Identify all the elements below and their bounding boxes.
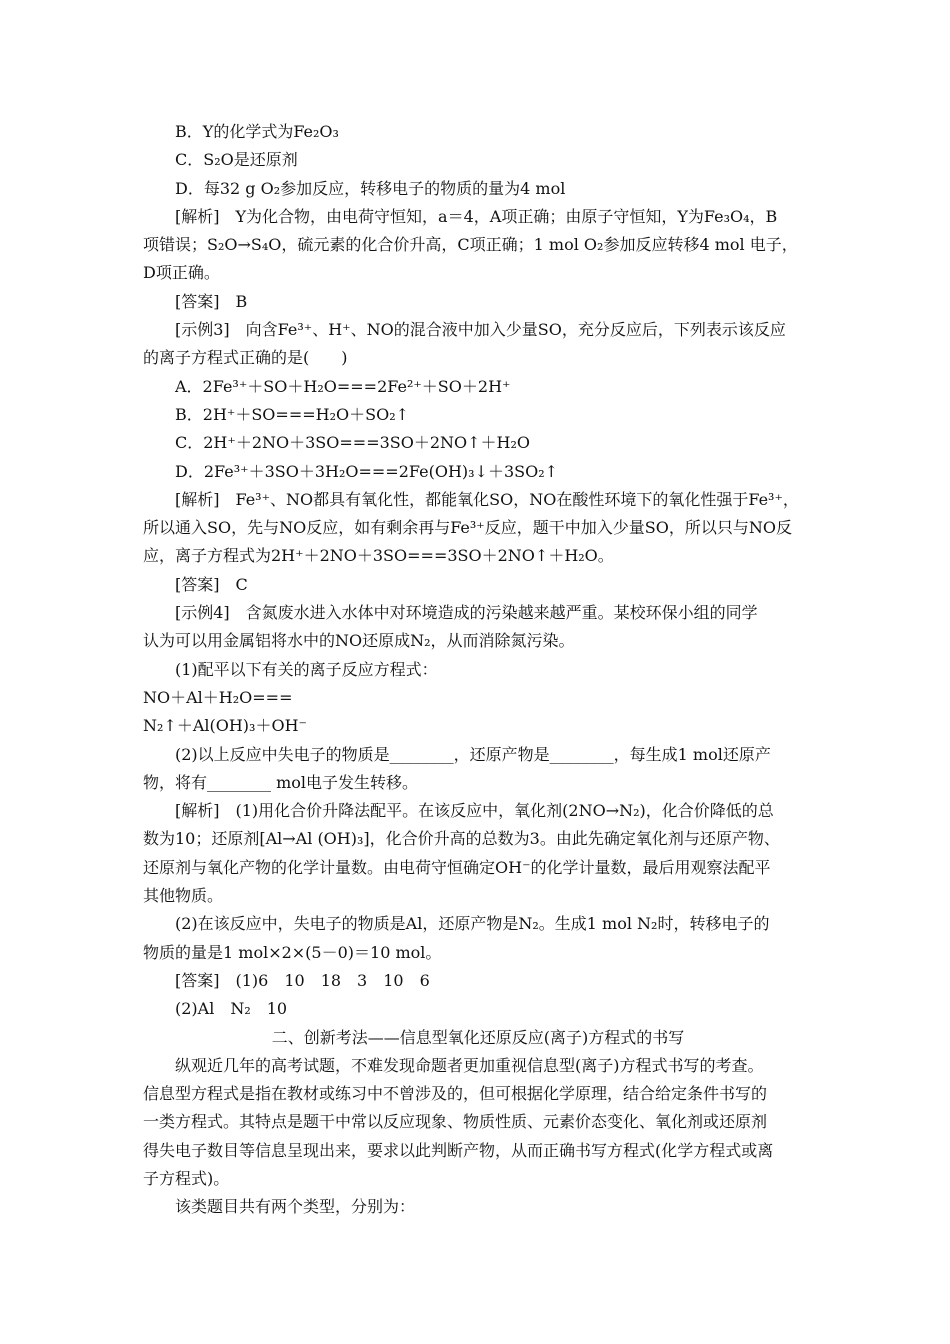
text-line: 的离子方程式正确的是( ) xyxy=(143,348,348,368)
text-line: 认为可以用金属铝将水中的NO还原成N₂，从而消除氮污染。 xyxy=(143,631,575,651)
text-line: NO＋Al＋H₂O=== xyxy=(143,687,293,707)
text-line: [解析] Fe³⁺、NO都具有氧化性，都能氧化SO，NO在酸性环境下的氧化性强于Fe³⁺， xyxy=(175,489,799,509)
text-line: 还原剂与氧化产物的化学计量数。由电荷守恒确定OH⁻的化学计量数，最后用观察法配平 xyxy=(143,857,771,877)
text-line: 数为10；还原剂[Al→Al (OH)₃]，化合价升高的总数为3。由此先确定氧化剂与还原产物、 xyxy=(143,829,780,849)
text-line: [解析] Y为化合物，由电荷守恒知，a＝4，A项正确；由原子守恒知，Y为Fe₃O₄，B xyxy=(175,206,778,226)
text-line: (2)Al N₂ 10 xyxy=(175,999,288,1019)
text-line: D项正确。 xyxy=(143,263,220,283)
text-line: C．2H⁺＋2NO＋3SO===3SO＋2NO↑＋H₂O xyxy=(175,433,531,453)
text-line: 该类题目共有两个类型，分别为： xyxy=(175,1197,416,1217)
text-line: 子方程式)。 xyxy=(143,1168,230,1188)
text-line: 物质的量是1 mol×2×(5－0)＝10 mol。 xyxy=(143,942,442,962)
text-line: (2)在该反应中，失电子的物质是Al，还原产物是N₂。生成1 mol N₂时，转移电子的 xyxy=(175,914,770,934)
text-line: [答案] (1)6 10 18 3 10 6 xyxy=(175,970,430,990)
text-line: 项错误；S₂O→S₄O，硫元素的化合价升高，C项正确；1 mol O₂参加反应转移4 mol 电子， xyxy=(143,235,798,255)
section-heading: 二、创新考法——信息型氧化还原反应(离子)方程式的书写 xyxy=(271,1027,685,1047)
text-line: (2)以上反应中失电子的物质是________，还原产物是________，每生成1 mol还原产 xyxy=(175,744,771,764)
text-line: N₂↑＋Al(OH)₃＋OH⁻ xyxy=(143,716,307,736)
text-line: [示例3] 向含Fe³⁺、H⁺、NO的混合液中加入少量SO，充分反应后，下列表示该反应 xyxy=(175,320,786,340)
text-line: 物，将有________ mol电子发生转移。 xyxy=(143,772,419,792)
text-line: D．2Fe³⁺＋3SO＋3H₂O===2Fe(OH)₃↓＋3SO₂↑ xyxy=(175,461,559,481)
text-line: C．S₂O是还原剂 xyxy=(175,150,298,170)
document-body xyxy=(143,118,813,1222)
text-line: 应，离子方程式为2H⁺＋2NO＋3SO===3SO＋2NO↑＋H₂O。 xyxy=(143,546,614,566)
text-line: 纵观近几年的高考试题，不难发现命题者更加重视信息型(离子)方程式书写的考查。 xyxy=(175,1055,764,1075)
text-line: 其他物质。 xyxy=(143,886,224,906)
text-line: [答案] B xyxy=(175,291,248,311)
text-line: 得失电子数目等信息呈现出来，要求以此判断产物，从而正确书写方程式(化学方程式或离 xyxy=(143,1140,774,1160)
text-line: 一类方程式。其特点是题干中常以反应现象、物质性质、元素价态变化、氧化剂或还原剂 xyxy=(143,1112,768,1132)
text-line: B．2H⁺＋SO===H₂O＋SO₂↑ xyxy=(175,404,410,424)
text-line: [示例4] 含氮废水进入水体中对环境造成的污染越来越严重。某校环保小组的同学 xyxy=(175,603,758,623)
text-line: 信息型方程式是指在教材或练习中不曾涉及的，但可根据化学原理，结合给定条件书写的 xyxy=(143,1084,768,1104)
text-line: [解析] (1)用化合价升降法配平。在该反应中，氧化剂(2NO→N₂)，化合价降低的总 xyxy=(175,801,774,821)
text-line: D．每32 g O₂参加反应，转移电子的物质的量为4 mol xyxy=(175,178,566,198)
text-line: A．2Fe³⁺＋SO＋H₂O===2Fe²⁺＋SO＋2H⁺ xyxy=(175,376,511,396)
text-line: (1)配平以下有关的离子反应方程式： xyxy=(175,659,438,679)
text-line: [答案] C xyxy=(175,574,248,594)
text-line: B．Y的化学式为Fe₂O₃ xyxy=(175,122,339,141)
text-line: 所以通入SO，先与NO反应，如有剩余再与Fe³⁺反应，题干中加入少量SO，所以只与NO反 xyxy=(143,518,792,538)
